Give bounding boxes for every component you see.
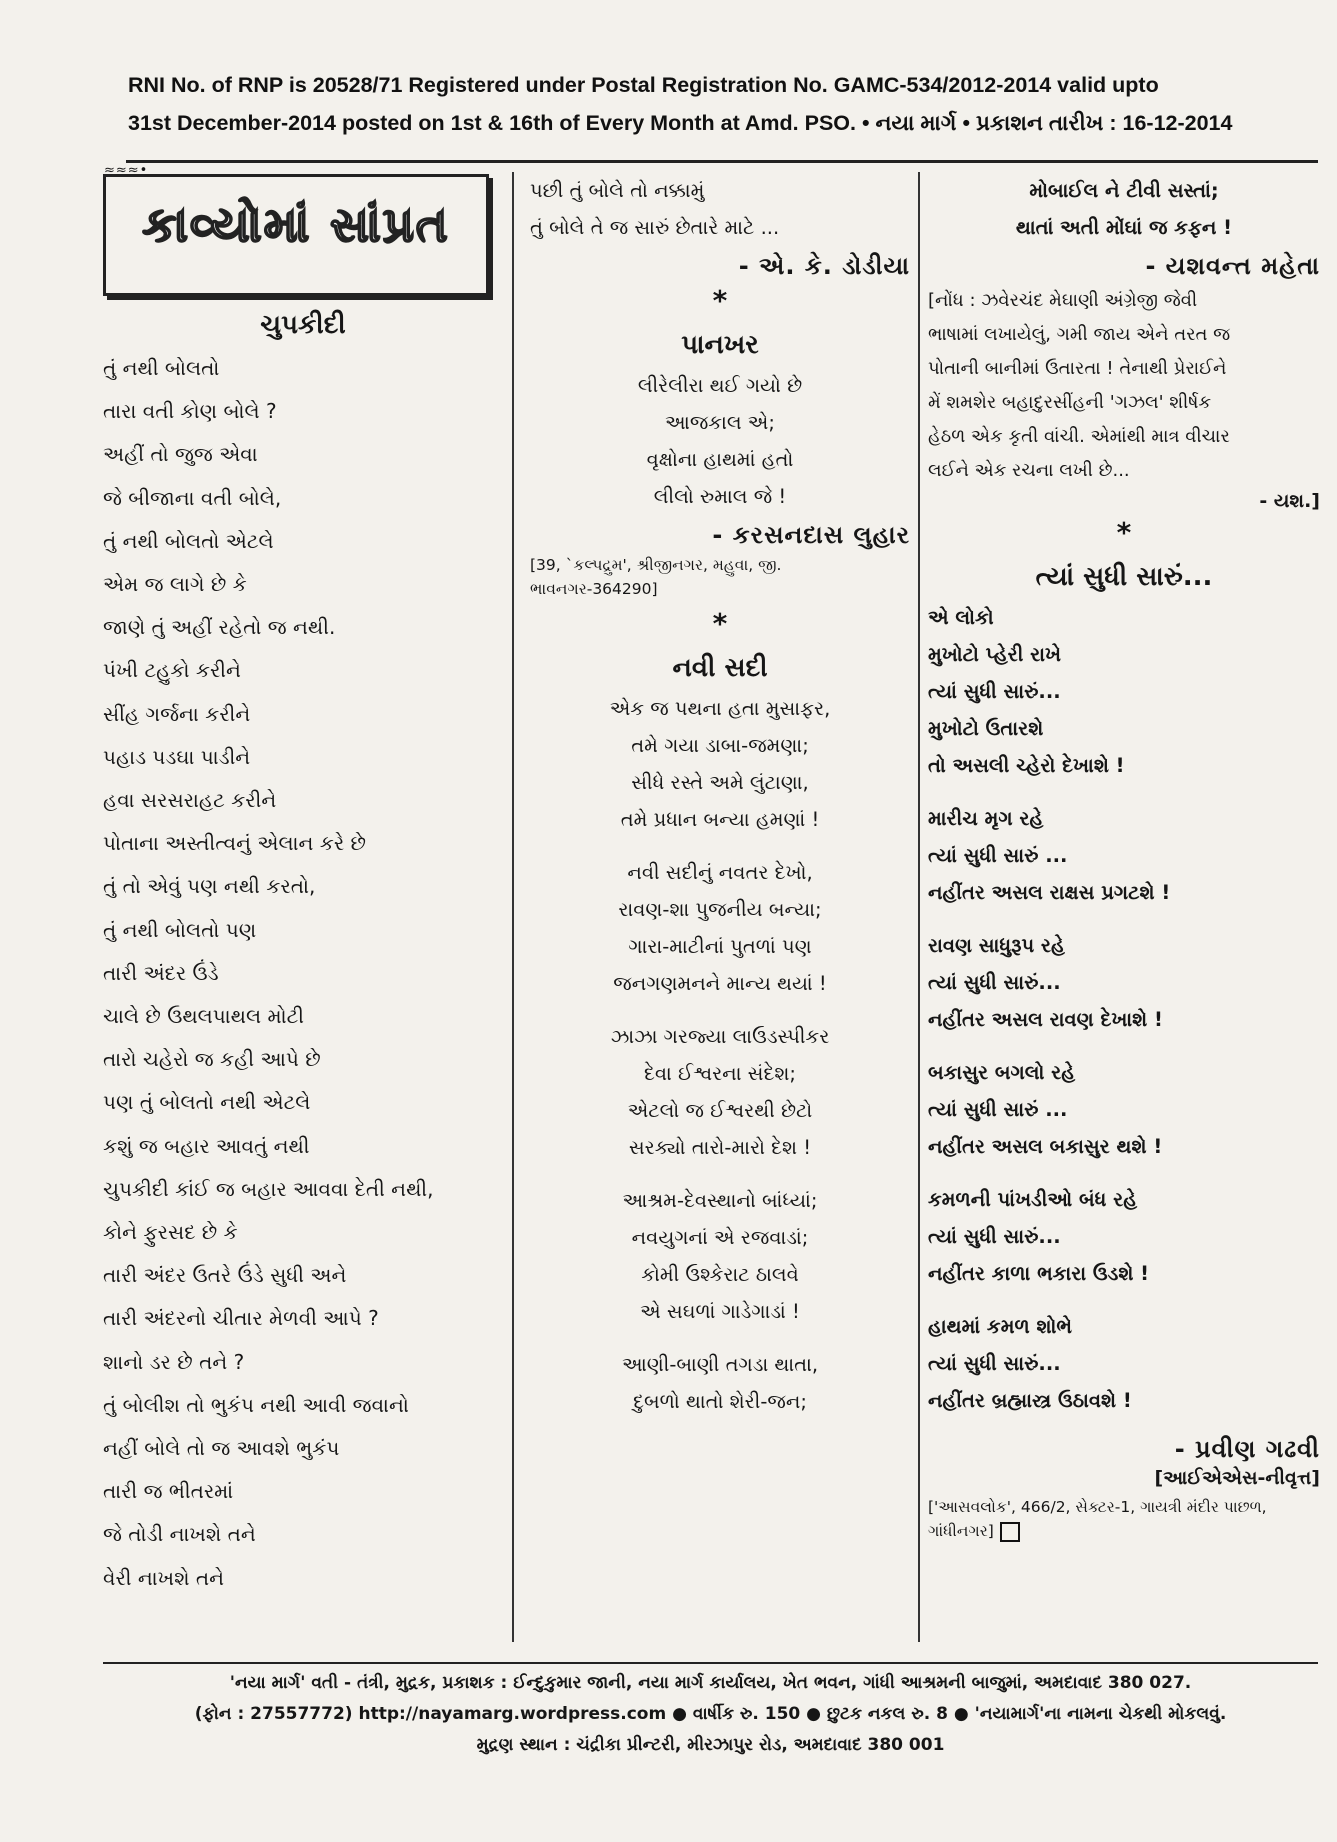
poem-line: તારા વતી કોણ બોલે ?: [103, 399, 277, 424]
poem-line: હવા સરસરાહટ કરીને: [103, 788, 277, 813]
poem-line: તમે પ્રધાન બન્યા હમણાં !: [620, 808, 820, 831]
stanza: [928, 599, 1320, 784]
poem-line: ગારા-માટીનાં પુતળાં પણ: [628, 935, 812, 958]
author-note-gadhvi: [આઈએએસ-નીવૃત્ત]: [1154, 1467, 1320, 1489]
editor-note-signature: - યશ.]: [1259, 490, 1320, 512]
poem-line: દુબળો થાતો શેરી-જન;: [633, 1390, 807, 1413]
poem-line: પંખી ટહુકો કરીને: [103, 658, 241, 683]
poem-line: ઝાઝા ગરજ્યા લાઉડસ્પીકર: [610, 1025, 830, 1048]
note-line: હેઠળ એક કૃતી વાંચી. એમાંથી માત્ર વીચાર: [928, 426, 1230, 447]
poem-line: તારી અંદર ઉંડે: [103, 960, 219, 985]
separator-star: *: [712, 284, 728, 317]
author-address-gadhvi: [928, 1495, 1320, 1543]
poem-title-panakhar: પાનખર: [681, 330, 759, 360]
poem-line: નહીંતર અસલ રાક્ષસ પ્રગટશે !: [928, 881, 1171, 904]
poem-line: તું નથી બોલતો એટલે: [103, 528, 274, 553]
stanza: [530, 1346, 910, 1420]
note-line: મેં શમશેર બહાદુરસીંહની 'ગઝલ' શીર્ષક: [928, 392, 1212, 413]
poem-stanzas-tya-sudhi-saru: [928, 599, 1320, 1419]
poem-line: ત્યાં સુધી સારું...: [928, 680, 1061, 703]
editor-note: [928, 284, 1320, 488]
poem-line: પણ તું બોલતો નથી એટલે: [103, 1090, 311, 1115]
poem-line: સીધે રસ્તે અમે લુંટાણા,: [631, 771, 809, 794]
poem-line: કોમી ઉશ્કેરાટ ઠાલવે: [641, 1263, 799, 1286]
poem-line: નહીંતર કાળા ભકારા ઉડશે !: [928, 1262, 1150, 1285]
poem-line: મુખોટો પ્હેરી રાખે: [928, 643, 1062, 666]
header-line-1: RNI No. of RNP is 20528/71 Registered under Postal Registration No. GAMC-534/2012-2014 valid upto: [128, 73, 1159, 97]
poem-line: અહીં તો જુજ એવા: [103, 442, 258, 467]
poem-line: હાથમાં કમળ શોભે: [928, 1315, 1072, 1338]
note-line: લઈને એક રચના લખી છે...: [928, 460, 1130, 481]
stanza: [530, 1018, 910, 1166]
poem-line: જાણે તું અહીં રહેતો જ નથી.: [103, 615, 336, 640]
poem-line: તું નથી બોલતો: [103, 356, 220, 380]
poem-line: બકાસુર બગલો રહે: [928, 1061, 1076, 1084]
poem-line: તારી અંદર ઉતરે ઉંડે સુધી અને: [103, 1263, 347, 1288]
stanza: [928, 1308, 1320, 1419]
poem-line: તો અસલી ચ્હેરો દેખાશે !: [928, 754, 1125, 777]
poem-line: વેરી નાખશે તને: [103, 1565, 225, 1590]
poem-line: પહાડ પડઘા પાડીને: [103, 744, 251, 769]
stanza: [928, 1181, 1320, 1292]
poem-line: રાવણ-શા પુજનીય બન્યા;: [618, 898, 822, 921]
stanza: [928, 1054, 1320, 1165]
poem-line: એક જ પથના હતા મુસાફર,: [609, 697, 831, 720]
column-divider-2: [918, 172, 920, 1642]
poem-line: મારીચ મૃગ રહે: [928, 807, 1044, 830]
poem-line: તારી અંદરનો ચીતાર મેળવી આપે ?: [103, 1306, 379, 1331]
poem-line: જે તોડી નાખશે તને: [103, 1522, 256, 1547]
decorative-flourish-icon: ≈≈≈•: [104, 163, 149, 178]
separator-star: *: [712, 607, 728, 640]
poem-line: પોતાના અસ્તીત્વનું એલાન કરે છે: [103, 831, 367, 856]
poem-line: તારો ચહેરો જ કહી આપે છે: [103, 1047, 321, 1072]
poem-line: એમ જ લાગે છે કે: [103, 572, 247, 597]
poem-line: તારી જ ભીતરમાં: [103, 1479, 234, 1504]
poem-line: આણી-બાણી તગડા થાતા,: [621, 1353, 819, 1376]
header-line-2: 31st December-2014 posted on 1st & 16th of Every Month at Amd. PSO. • નયા માર્ગ • પ્રકાશન તારીખ : 16-12-2014: [128, 111, 1233, 135]
note-line: પોતાની બાનીમાં ઉતારતા ! તેનાથી પ્રેરાઈને: [928, 358, 1227, 379]
footer-line-1: 'નયા માર્ગ' વતી - તંત્રી, મુદ્રક, પ્રકાશક : ઈન્દુકુમાર જાની, નયા માર્ગ કાર્યાલય, ખેત ભવન, ગાંધી આશ્રમની બાજુમાં, અમદાવાદ 380 027.: [229, 1673, 1192, 1693]
poem-line: ચુપકીદી કાંઈ જ બહાર આવવા દેતી નથી,: [103, 1176, 434, 1201]
poem-line: રાવણ સાધુરૂપ રહે: [928, 934, 1065, 957]
poem-title-chupkidi: ચુપકીદી: [260, 310, 346, 340]
poem-line: સરક્યો તારો-મારો દેશ !: [628, 1136, 812, 1159]
poem-line: થાતાં અતી મોંઘાં જ કફન !: [1015, 216, 1233, 239]
masthead-title: કાવ્યોમાં સાંપ્રત: [142, 197, 450, 253]
poem-line: તું નથી બોલતો પણ: [103, 917, 257, 942]
continued-poem-lines: [530, 172, 910, 246]
poem-line: લીલો રુમાલ જે !: [653, 485, 787, 508]
poem-line: કોને ફુરસદ છે કે: [103, 1220, 238, 1245]
column-1: [103, 163, 503, 1600]
poem-line: તું બોલીશ તો ભુકંપ નથી આવી જવાનો: [103, 1392, 409, 1417]
poem-author-gadhvi: - પ્રવીણ ગઢવી: [1174, 1435, 1320, 1463]
poem-stanzas-navi-sadi: [530, 690, 910, 1420]
note-line: [નોંધ : ઝવેરચંદ મેઘાણી અંગ્રેજી જેવી: [928, 290, 1198, 311]
top-divider: [126, 160, 1318, 163]
poem-line: પછી તું બોલે તો નક્કામું: [530, 179, 705, 202]
separator-star: *: [1116, 516, 1132, 549]
poem-author-dodiya: - એ. કે. ડોડીયા: [738, 252, 910, 280]
poem-line: તું બોલે તે જ સારું છેતારે માટે ...: [530, 216, 780, 239]
note-line: ભાષામાં લખાયેલું, ગમી જાય એને તરત જ: [928, 324, 1231, 345]
poem-line: મોબાઈલ ને ટીવી સસ્તાં;: [1029, 179, 1219, 202]
poem-line: એટલો જ ઈશ્વરથી છેટો: [627, 1099, 813, 1122]
masthead-box: [103, 163, 489, 296]
postal-registration-header: [128, 66, 1318, 142]
poem-line: કમળની પાંખડીઓ બંધ રહે: [928, 1188, 1138, 1211]
poem-line: નહીંતર અસલ બકાસુર થશે !: [928, 1135, 1163, 1158]
author-address-text: ['આસવલોક', 466/2, સેક્ટર-1, ગાયત્રી મંદીર પાછળ, ગાંધીનગર]: [928, 1498, 1267, 1540]
poem-line: ચાલે છે ઉથલપાથલ મોટી: [103, 1004, 304, 1029]
column-2: [530, 172, 910, 1436]
poem-author-luhar: - કરસનદાસ લુહાર: [712, 521, 910, 549]
poem-line: નવયુગનાં એ રજવાડાં;: [631, 1226, 809, 1249]
poem-lines-chupkidi: [103, 347, 503, 1600]
poem-line: એ લોકો: [928, 606, 994, 629]
poem-line: નહીંતર અસલ રાવણ દેખાશે !: [928, 1008, 1163, 1031]
poem-line: લીરેલીરા થઈ ગયો છે: [637, 374, 803, 397]
poem-title-navi-sadi: નવી સદી: [672, 653, 768, 683]
author-address-luhar: [39, `કલ્પદ્રુમ', શ્રીજીનગર, મહુવા, જી. ભાવનગર-364290]: [530, 556, 782, 598]
stanza: [530, 854, 910, 1002]
stanza: [928, 800, 1320, 911]
poem-line: સીંહ ગર્જના કરીને: [103, 701, 251, 726]
poem-line: નવી સદીનું નવતર દેખો,: [627, 861, 813, 884]
poem-line: તમે ગયા ડાબા-જમણા;: [631, 734, 809, 757]
poem-line: દેવા ઈશ્વરના સંદેશ;: [644, 1062, 796, 1085]
poem-line: ત્યાં સુધી સારું...: [928, 971, 1061, 994]
column-divider-1: [512, 172, 514, 1642]
poem-line: મુખોટો ઉતારશે: [928, 717, 1044, 740]
poem-lines-panakhar: [530, 367, 910, 515]
end-square-icon: [1000, 1522, 1020, 1542]
stanza: [530, 690, 910, 838]
poem-line: તું તો એવું પણ નથી કરતો,: [103, 874, 316, 899]
poem-line: શાનો ડર છે તને ?: [103, 1349, 245, 1374]
footer-divider: [103, 1662, 1318, 1664]
poem-line: નહીં બોલે તો જ આવશે ભુકંપ: [103, 1436, 340, 1461]
poem-line: નહીંતર બ્રહ્માસ્ત્ર ઉઠાવશે !: [928, 1389, 1132, 1412]
stanza: [530, 1182, 910, 1330]
poem-line: ત્યાં સુધી સારું ...: [928, 844, 1068, 867]
publisher-footer: [103, 1668, 1318, 1761]
poem-line: જનગણમનને માન્ય થયાં !: [613, 972, 827, 995]
column-3: [928, 172, 1320, 1551]
continued-poem-lines: [928, 172, 1320, 246]
poem-line: ત્યાં સુધી સારું...: [928, 1225, 1061, 1248]
poem-title-tya-sudhi-saru: ત્યાં સુધી સારું...: [1035, 562, 1213, 592]
poem-line: ત્યાં સુધી સારું...: [928, 1352, 1061, 1375]
poem-line: એ સઘળાં ગાડેગાડાં !: [640, 1300, 800, 1323]
poem-line: જે બીજાના વતી બોલે,: [103, 485, 282, 510]
footer-line-2: (ફોન : 27557772) http://nayamarg.wordpress.com ● વાર્ષીક રુ. 150 ● છુટક નકલ રુ. 8 ● 'નયામાર્ગ'ના નામના ચેકથી મોકલવું.: [194, 1704, 1227, 1724]
poem-line: આશ્રમ-દેવસ્થાનો બાંધ્યાં;: [622, 1189, 818, 1212]
poem-author-mehta: - યશવન્ત મહેતા: [1145, 252, 1320, 280]
poem-line: વૃક્ષોના હાથમાં હતો: [646, 448, 794, 471]
poem-line: કશું જ બહાર આવતું નથી: [103, 1133, 310, 1158]
poem-line: આજકાલ એ;: [665, 411, 775, 434]
poem-line: ત્યાં સુધી સારું ...: [928, 1098, 1068, 1121]
stanza: [928, 927, 1320, 1038]
footer-line-3: મુદ્રણ સ્થાન : ચંદ્રીકા પ્રીન્ટરી, મીરઝાપુર રોડ, અમદાવાદ 380 001: [476, 1735, 945, 1755]
